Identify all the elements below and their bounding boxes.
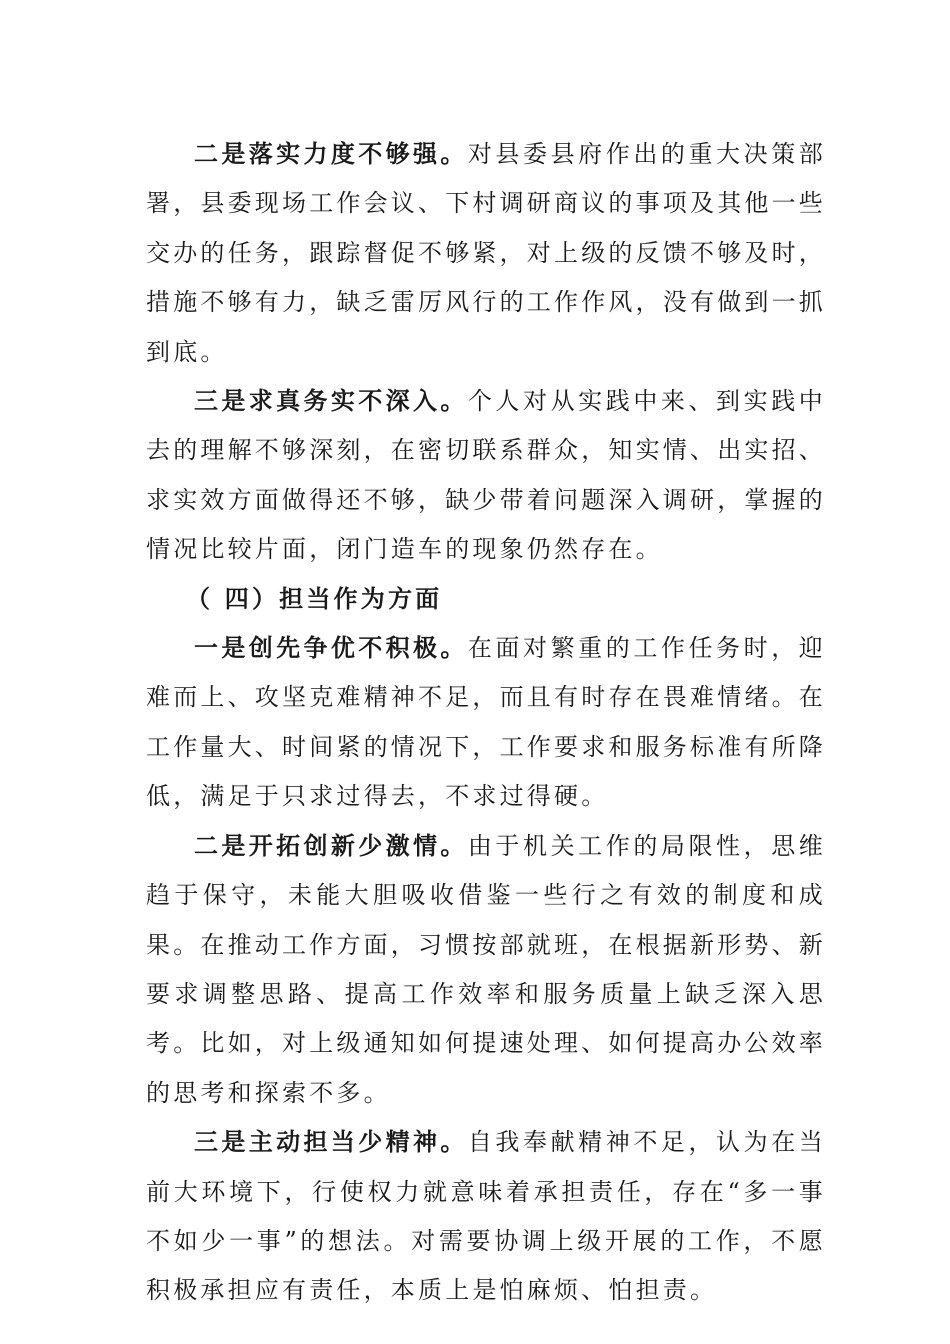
document-body: [146, 130, 826, 1316]
paragraph-body: 对县委县府作出的重大决策部署，县委现场工作会议、下村调研商议的事项及其他一些交办的任务，跟踪督促不够紧，对上级的反馈不够及时，措施不够有力，缺乏雷厉风行的工作作风，没有做到一抓到底。: [146, 140, 827, 366]
paragraph-lead: 三是求真务实不深入。: [194, 387, 468, 416]
paragraph-pragmatism: [146, 377, 826, 575]
paragraph-responsibility: [146, 1118, 826, 1316]
section-heading: （ 四）担当作为方面: [186, 584, 443, 613]
paragraph-innovation: [146, 822, 826, 1118]
paragraph-lead: 二是开拓创新少激情。: [194, 831, 468, 860]
paragraph-lead: 二是落实力度不够强。: [194, 140, 468, 168]
paragraph-body: 自我奉献精神不足，认为在当前大环境下，行使权力就意味着承担责任，存在“多一事不如少一事”的想法。对需要协调上级开展的工作，不愿积极承担应有责任，本质上是怕麻烦、怕担责。: [146, 1128, 827, 1305]
paragraph-body: 由于机关工作的局限性，思维趋于保守，未能大胆吸收借鉴一些行之有效的制度和成果。在推动工作方面，习惯按部就班，在根据新形势、新要求调整思路、提高工作效率和服务质量上缺乏深入思考。比如，对上级通知如何提速处理、如何提高办公效率的思考和探索不多。: [146, 831, 827, 1107]
paragraph-implementation: [146, 130, 826, 377]
paragraph-body: 在面对繁重的工作任务时，迎难而上、攻坚克难精神不足，而且有时存在畏难情绪。在工作量大、时间紧的情况下，工作要求和服务标准有所降低，满足于只求过得去，不求过得硬。: [146, 634, 827, 811]
paragraph-lead: 三是主动担当少精神。: [194, 1128, 468, 1157]
paragraph-body: 个人对从实践中来、到实践中去的理解不够深刻，在密切联系群众，知实情、出实招、求实效方面做得还不够，缺少带着问题深入调研，掌握的情况比较片面，闭门造车的现象仍然存在。: [146, 387, 827, 564]
paragraph-lead: 一是创先争优不积极。: [194, 634, 468, 663]
paragraph-excellence: [146, 624, 826, 822]
